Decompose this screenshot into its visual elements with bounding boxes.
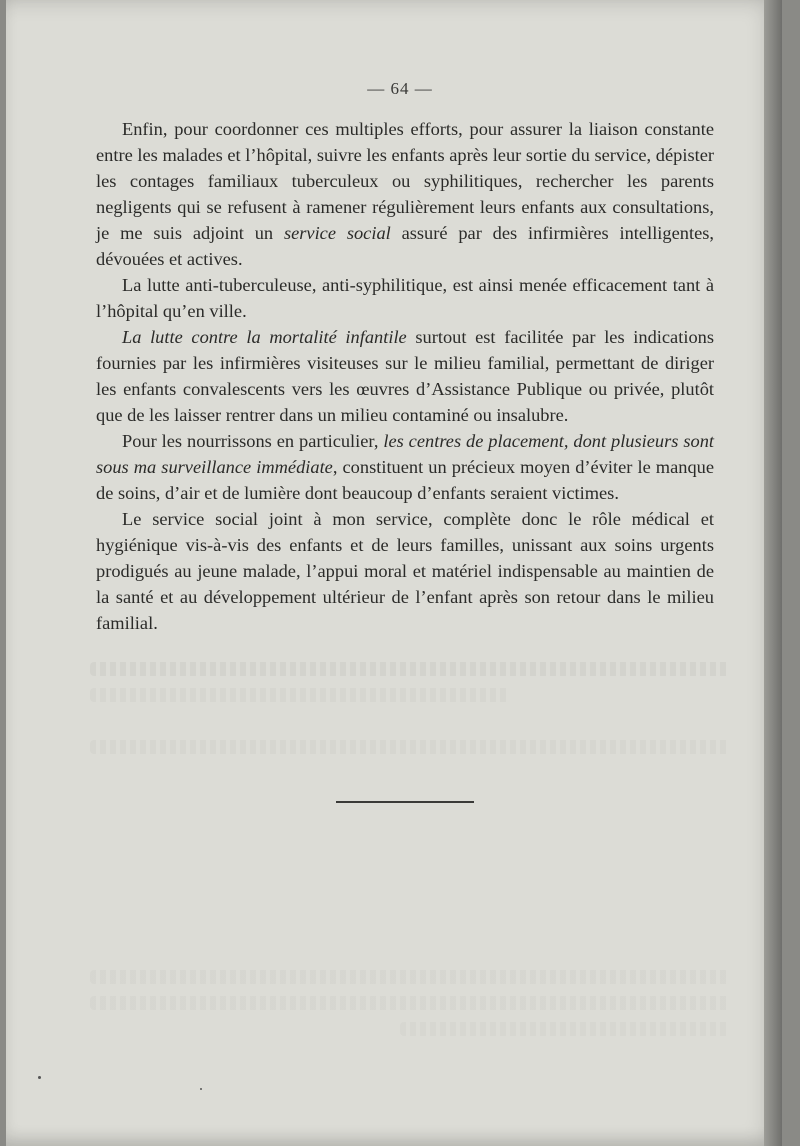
text-run: Pour les nourrissons en particulier, — [122, 431, 384, 451]
text-run: Enfin, pour coordonner ces multiples efforts, pour assurer la liaison constante entre les malades et l’hôpital, suivre les enfants après leur sortie du service, dépister les contages familiaux tuberculeux ou syphilitiques, rechercher les parents negligents qui se refusent à ramener régulièrement leurs enfants aux consultations, je me suis adjoint un — [96, 119, 714, 243]
page-edge-shadow — [764, 0, 782, 1146]
text-run: Le service social joint à mon service, complète donc le rôle médical et hygiénique vis-à-vis des enfants et de leurs familles, unissant aux soins urgents prodigués au jeune malade, l’appui moral et matériel indispensable au maintien de la santé et au développement ultérieur de l’enfant après son retour dans le milieu familial. — [96, 509, 714, 633]
bleed-through-line — [400, 1022, 730, 1036]
text-run: , constituent un précieux moyen d’éviter le manque de soins, d’air et de lumière dont beaucoup d’enfants seraient victimes. — [96, 457, 715, 503]
text-run: surtout est facilitée par les indications fournies par les infirmières visiteuses sur le milieu familial, permettant de diriger les enfants convalescents vers les œuvres d’Assistance Publique ou privée, plutôt que de les laisser rentrer dans un milieu contaminé ou insalubre. — [96, 327, 714, 425]
bleed-through-line — [90, 662, 730, 676]
body-text — [96, 116, 714, 636]
bleed-through-line — [90, 970, 730, 984]
bleed-through-line — [90, 996, 730, 1010]
paragraph — [96, 272, 714, 324]
paragraph — [96, 324, 714, 428]
text-run: La lutte anti-tuberculeuse, anti-syphilitique, est ainsi menée efficacement tant à l’hôpital qu’en ville. — [96, 275, 714, 321]
bleed-through-line — [90, 688, 510, 702]
end-rule — [336, 801, 474, 803]
paper-speck — [38, 1076, 41, 1079]
bleed-through-line — [90, 740, 730, 754]
paragraph — [96, 116, 714, 272]
text-run-italic: service social — [283, 223, 391, 243]
text-run-italic: La lutte contre la mortalité infantile — [122, 327, 407, 347]
paragraph — [96, 506, 714, 636]
paper-speck — [200, 1088, 202, 1090]
page-number: — 64 — — [367, 79, 433, 98]
text-run-italic: les centres de placement, dont plusieurs sont sous ma surveillance immédiate — [96, 431, 715, 477]
text-run: assuré par des infirmières intelligentes, dévouées et actives. — [96, 223, 714, 269]
paragraph — [96, 428, 714, 506]
